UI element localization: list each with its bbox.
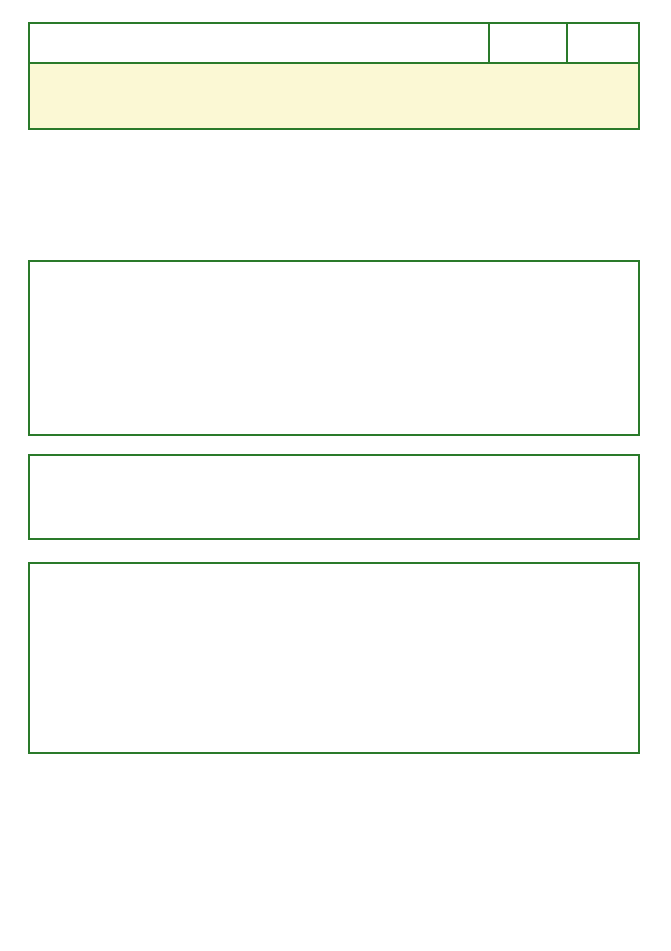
intro-panel — [28, 64, 640, 130]
page-title — [44, 34, 61, 57]
s2-grid — [28, 260, 640, 436]
s4-grid — [28, 562, 640, 754]
header — [28, 22, 640, 64]
score-box[interactable] — [566, 24, 642, 62]
textbook-box — [488, 24, 568, 62]
s3-grid — [28, 454, 640, 540]
